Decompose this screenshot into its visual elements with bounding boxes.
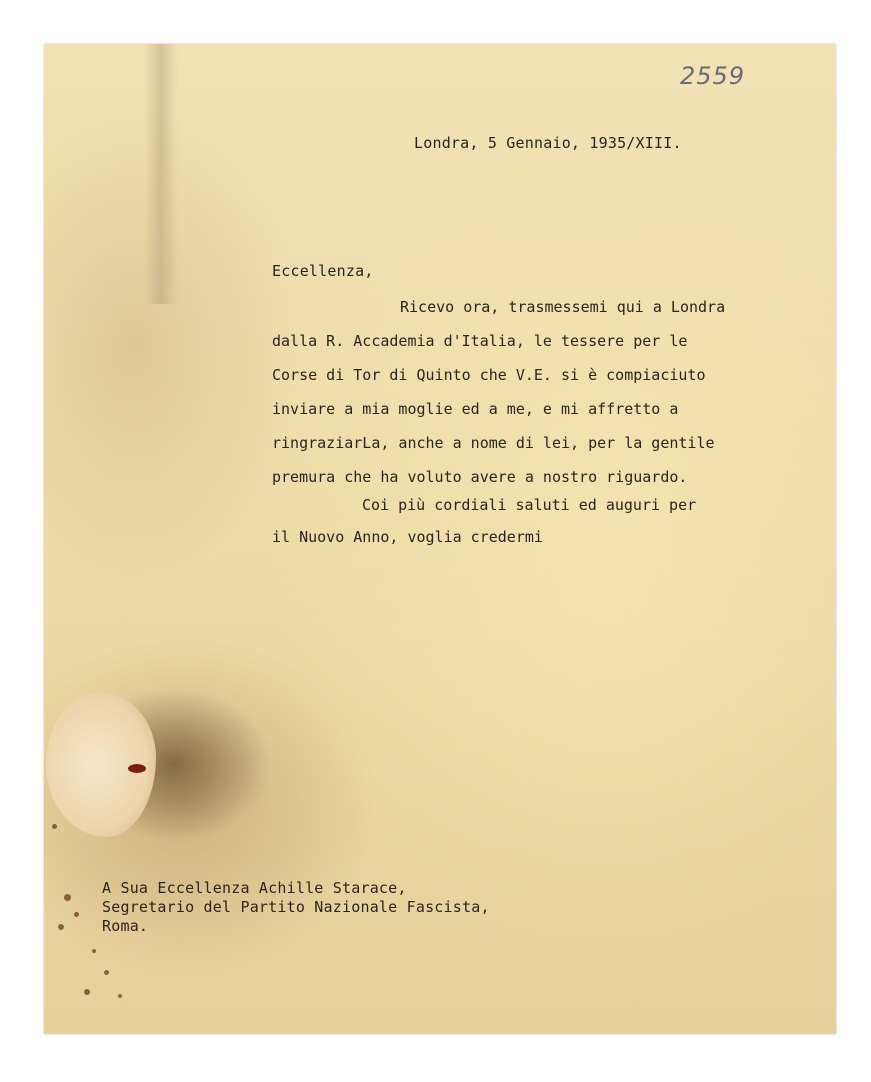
addressee-line: Roma. bbox=[102, 917, 149, 935]
paper-stain-streak bbox=[144, 44, 178, 304]
body-line: dalla R. Accademia d'Italia, le tessere per le bbox=[272, 332, 688, 350]
body-line: il Nuovo Anno, voglia credermi bbox=[272, 528, 543, 546]
speck bbox=[58, 924, 64, 930]
addressee-line: Segretario del Partito Nazionale Fascista, bbox=[102, 898, 490, 916]
date-line: Londra, 5 Gennaio, 1935/XIII. bbox=[414, 134, 682, 152]
salutation: Eccellenza, bbox=[272, 262, 374, 280]
red-stain-mark bbox=[128, 764, 146, 773]
body-line: Ricevo ora, trasmessemi qui a Londra bbox=[400, 298, 726, 316]
speck bbox=[118, 994, 122, 998]
letter-sheet bbox=[44, 44, 836, 1034]
speck bbox=[74, 912, 79, 917]
addressee-line: A Sua Eccellenza Achille Starace, bbox=[102, 879, 407, 897]
body-line: premura che ha voluto avere a nostro riguardo. bbox=[272, 468, 688, 486]
body-line: Corse di Tor di Quinto che V.E. si è compiaciuto bbox=[272, 366, 706, 384]
body-line: Coi più cordiali saluti ed auguri per bbox=[362, 496, 697, 514]
speck bbox=[104, 970, 109, 975]
speck bbox=[64, 894, 71, 901]
speck bbox=[92, 949, 96, 953]
speck bbox=[84, 989, 90, 995]
body-line: inviare a mia moglie ed a me, e mi affretto a bbox=[272, 400, 679, 418]
speck bbox=[52, 824, 57, 829]
archive-number: 2559 bbox=[680, 62, 746, 90]
body-line: ringraziarLa, anche a nome di lei, per la gentile bbox=[272, 434, 715, 452]
